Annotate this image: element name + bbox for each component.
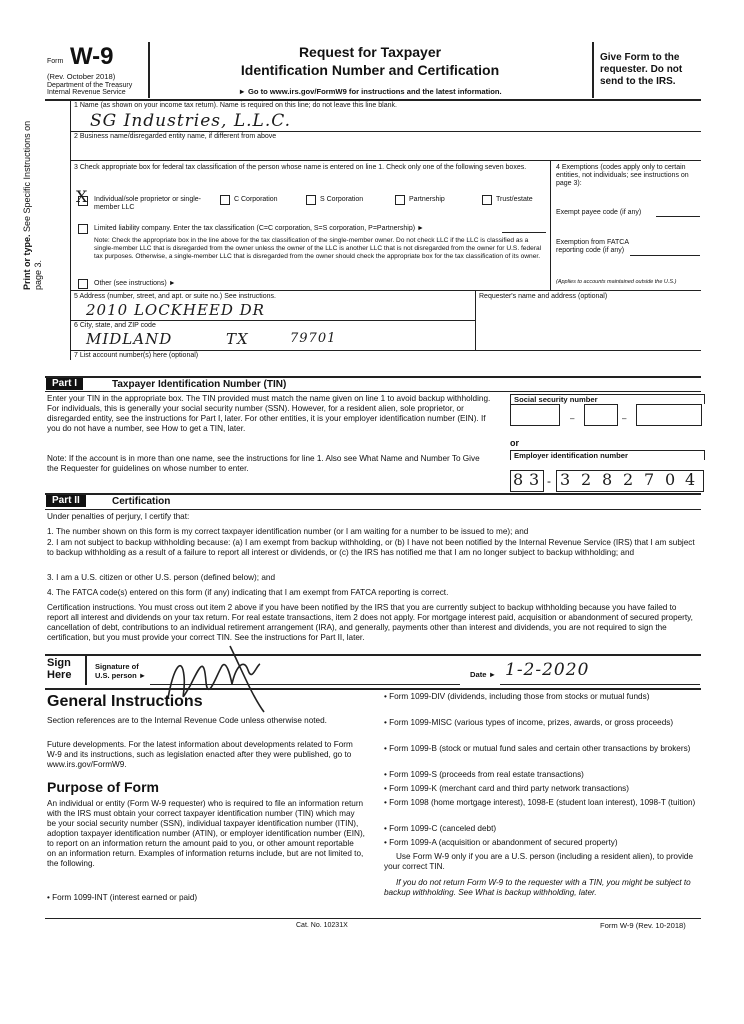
department: Department of the Treasury: [47, 82, 133, 89]
form-footer: Form W-9 (Rev. 10-2018): [600, 921, 686, 930]
date-value[interactable]: 1-2-2020: [505, 660, 590, 680]
checkbox-partnership-label: Partnership: [409, 196, 445, 203]
checkbox-llc[interactable]: [78, 224, 88, 234]
checkbox-s-corp[interactable]: [306, 195, 316, 205]
right-bullet: • Form 1099-MISC (various types of income, prizes, awards, or gross proceeds): [384, 718, 674, 727]
line6-state-value[interactable]: TX: [226, 330, 249, 348]
side-instructions: [22, 120, 44, 290]
side-divider: [70, 100, 71, 360]
right-bullet: • Form 1099-C (canceled debt): [384, 824, 497, 833]
right-bullet: • Form 1099-B (stock or mutual fund sales and certain other transactions by brokers): [384, 744, 691, 753]
ein-digit: 3: [560, 470, 572, 489]
line6-city-value[interactable]: MIDLAND: [86, 330, 173, 348]
general-heading: General Instructions: [47, 693, 203, 710]
ein-digit: 8: [602, 470, 614, 489]
ssn-dash-2: –: [622, 414, 627, 423]
ssn-box-serial[interactable]: [636, 404, 702, 426]
fatca-code-field[interactable]: [630, 255, 700, 256]
applies-note: (Applies to accounts maintained outside the U.S.): [556, 279, 677, 285]
use-w9-text: Use Form W-9 only if you are a U.S. person (including a resident alien), to provide your correct TIN.: [384, 852, 694, 871]
ein-digit: 8: [513, 470, 525, 489]
future-developments: Future developments. For the latest information about developments related to Form W-9 and its instructions, such as legislation enacted after they were published, go to www.irs.gov/FormW9.: [47, 740, 353, 769]
right-bullet: • Form 1099-DIV (dividends, including those from stocks or mutual funds): [384, 692, 650, 701]
ssn-dash-1: –: [570, 414, 575, 423]
right-bullet: • Form 1099-S (proceeds from real estate transactions): [384, 770, 584, 779]
right-bullet: • Form 1098 (home mortgage interest), 1098-E (student loan interest), 1098-T (tuition): [384, 798, 696, 807]
ein-digit: 2: [581, 470, 593, 489]
sign-here-label: Sign Here: [47, 657, 72, 681]
other-label: Other (see instructions) ►: [94, 280, 176, 287]
part2-intro: Under penalties of perjury, I certify that:: [47, 512, 190, 521]
service: Internal Revenue Service: [47, 89, 126, 96]
ein-digit: 4: [685, 470, 697, 489]
checkbox-c-corp[interactable]: [220, 195, 230, 205]
line3-label: 3 Check appropriate box for federal tax classification of the person whose name is entered on line 1. Check only one of the following seven boxes.: [74, 164, 527, 171]
signature-label: Signature of U.S. person ►: [95, 662, 147, 680]
cert-instructions: Certification instructions. You must cross out item 2 above if you have been notified by the IRS that you are currently subject to backup withholding because you have failed to report all interest and dividends on your tax return. For real estate transactions, item 2 does not apply. For mortgage interest paid, acquisition or abandonment of secured property, cancellation of debt, contributions to an individual retirement arrangement (IRA), and generally, payments other than interest and dividends, you are not required to sign the certification, but you must provide your correct TIN. See the instructions for Part II, later.: [47, 603, 693, 642]
part1-label: Part I: [46, 378, 83, 390]
ein-digit: 3: [529, 470, 541, 489]
checkbox-c-corp-label: C Corporation: [234, 196, 278, 203]
ein-field[interactable]: [510, 460, 702, 490]
right-bullet: • Form 1099-A (acquisition or abandonment of secured property): [384, 838, 618, 847]
checkbox-individual-mark: X: [76, 187, 89, 206]
form-name: W-9: [70, 43, 114, 70]
ein-dash: -: [547, 474, 551, 488]
checkbox-individual-label: Individual/sole proprietor or single-member LLC: [94, 196, 201, 211]
cert-item: 2. I am not subject to backup withholding because: (a) I am exempt from backup withholding, or (b) I have not been notified by the Internal Revenue Service (IRS) that I am subject to backup withholding as a result of a failure to report all interest or dividends, or (c) the IRS has notified me that I am no longer subject to backup withholding; and: [47, 538, 695, 557]
part2-title: Certification: [112, 496, 171, 507]
date-label: Date ►: [470, 670, 497, 679]
right-bullet: • Form 1099-K (merchant card and third party network transactions): [384, 784, 629, 793]
bullet-1099-int: • Form 1099-INT (interest earned or paid): [47, 893, 198, 902]
ssn-label: Social security number: [510, 394, 705, 404]
title-line1: Request for Taxpayer: [298, 44, 442, 60]
revision: (Rev. October 2018): [47, 72, 116, 81]
llc-code-field[interactable]: [502, 232, 546, 233]
part2-label: Part II: [46, 495, 86, 507]
checkbox-s-corp-label: S Corporation: [320, 196, 364, 203]
line2-label: 2 Business name/disregarded entity name, if different from above: [74, 133, 277, 140]
ein-digit: 2: [623, 470, 635, 489]
cert-item: 3. I am a U.S. citizen or other U.S. person (defined below); and: [47, 573, 275, 582]
if-not-return-text: If you do not return Form W-9 to the requester with a TIN, you might be subject to backup withholding. See What is backup withholding, later.: [384, 878, 691, 897]
purpose-text: An individual or entity (Form W-9 requester) who is required to file an information return with the IRS must obtain your correct taxpayer identification number (TIN) which may be your social security number (SSN), individual taxpayer identification number (ITIN), adoption taxpayer identification number (ATIN), or employer identification number (EIN), to report on an information return the amount paid to you, or other amount reportable on an information return. Examples of information returns include, but are not limited to, the following.: [47, 799, 365, 868]
exempt-payee-field[interactable]: [656, 216, 700, 217]
line6-label: 6 City, state, and ZIP code: [74, 322, 156, 329]
line5-address-value[interactable]: 2010 LOCKHEED DR: [86, 301, 265, 319]
purpose-heading: Purpose of Form: [47, 779, 160, 795]
cert-item: 1. The number shown on this form is my correct taxpayer identification number (or I am waiting for a number to be issued to me); and: [47, 527, 529, 536]
fatca-code-label: Exemption from FATCA reporting code (if any): [556, 239, 629, 254]
requester-label: Requester's name and address (optional): [479, 293, 608, 300]
line1-label: 1 Name (as shown on your income tax return). Name is required on this line; do not leave this line blank.: [74, 102, 397, 109]
title-line2: Identification Number and Certification: [240, 62, 500, 78]
cert-item: 4. The FATCA code(s) entered on this form (if any) indicating that I am exempt from FATCA reporting is correct.: [47, 588, 449, 597]
ssn-box-group[interactable]: [584, 404, 618, 426]
ein-label: Employer identification number: [510, 450, 705, 460]
checkbox-trust-label: Trust/estate: [496, 196, 533, 203]
ein-digit: 0: [665, 470, 677, 489]
ssn-box-area[interactable]: [510, 404, 560, 426]
part1-text: Enter your TIN in the appropriate box. The TIN provided must match the name given on line 1 to avoid backup withholding. For individuals, this is generally your social security number (SSN). However, for a resident alien, sole proprietor, or disregarded entity, see the instructions for Part I, later. For other entities, it is your employer identification number (EIN). If you do not have a number, see How to get a TIN, later.: [47, 394, 491, 433]
checkbox-other[interactable]: [78, 279, 88, 289]
exemptions-label: 4 Exemptions (codes apply only to certain entities, not individuals; see instructions on page 3):: [556, 164, 689, 187]
part1-note: Note: If the account is in more than one name, see the instructions for line 1. Also see What Name and Number To Give the Requester for guidelines on whose number to enter.: [47, 454, 480, 473]
goto-line: ► Go to www.irs.gov/FormW9 for instructions and the latest information.: [238, 87, 502, 96]
side-see-label: See Specific Instructions on page 3.: [22, 120, 43, 290]
header-bottom-rule: [45, 99, 701, 101]
line6-zip-value[interactable]: 79701: [290, 331, 337, 346]
llc-label: Limited liability company. Enter the tax classification (C=C corporation, S=S corporation, P=Partnership) ►: [94, 225, 424, 232]
line1-name-value[interactable]: SG Industries, L.L.C.: [90, 111, 292, 131]
cat-no: Cat. No. 10231X: [296, 922, 348, 929]
section-references: Section references are to the Internal Revenue Code unless otherwise noted.: [47, 716, 327, 725]
ein-digit: 7: [644, 470, 656, 489]
checkbox-trust[interactable]: [482, 195, 492, 205]
exempt-payee-label: Exempt payee code (if any): [556, 209, 642, 216]
checkbox-partnership[interactable]: [395, 195, 405, 205]
form-label: Form: [47, 58, 64, 65]
line7-label: 7 List account number(s) here (optional): [74, 352, 199, 359]
give-form-note: Give Form to the requester. Do not send to the IRS.: [600, 52, 683, 87]
header-divider-right: [592, 42, 594, 98]
llc-note: Note: Check the appropriate box in the line above for the tax classification of the single-member owner. Do not check LLC if the LLC is classified as a single-member LLC that is disregarded from the owner unless the owner of the LLC is another LLC that is not disregarded from the owner for U.S. federal tax purposes. Otherwise, a single-member LLC that is disregarded from the owner should check the appropriate box for the tax classification of its owner.: [94, 237, 542, 260]
or-label: or: [510, 438, 519, 448]
line5-label: 5 Address (number, street, and apt. or suite no.) See instructions.: [74, 293, 276, 300]
side-print-label: Print or type.: [22, 234, 32, 290]
part1-title: Taxpayer Identification Number (TIN): [112, 379, 287, 390]
